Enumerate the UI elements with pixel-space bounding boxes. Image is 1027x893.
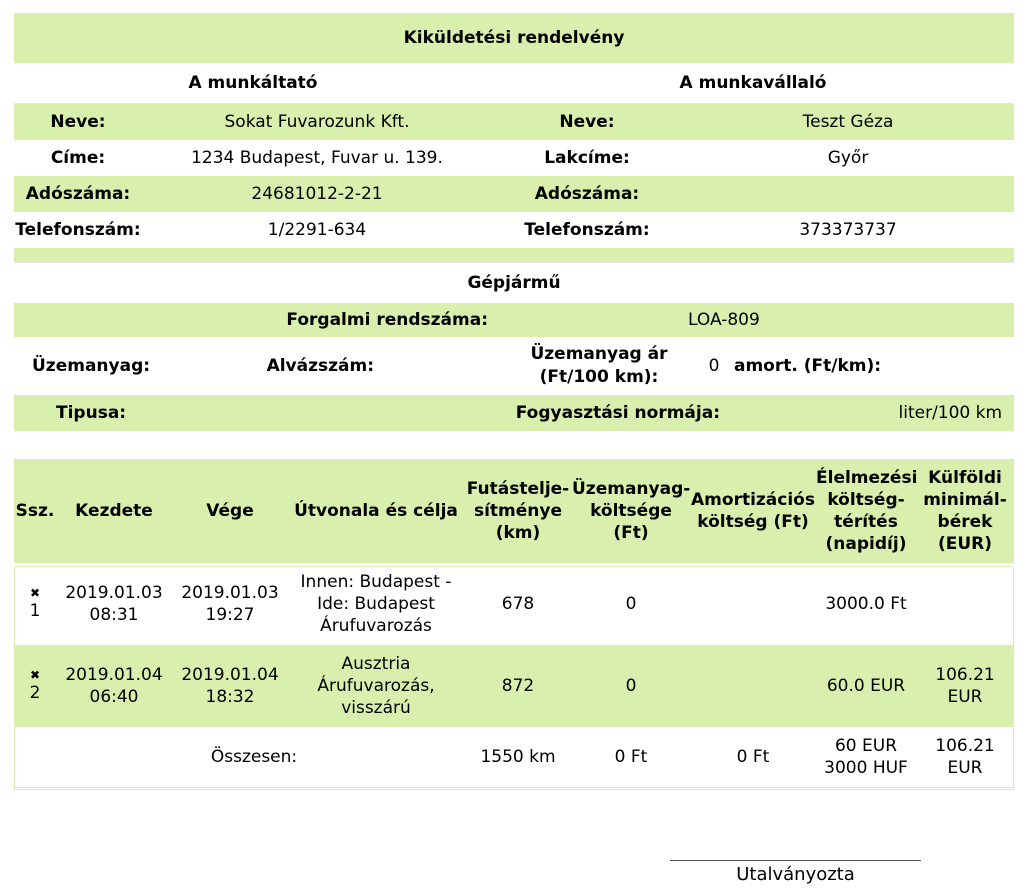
total-foreign-unit: EUR bbox=[947, 757, 983, 778]
route-line: Árufuvarozás, bbox=[317, 676, 435, 696]
foreign-cell bbox=[916, 645, 1014, 727]
amort-cell bbox=[690, 563, 816, 645]
employer-name-label: Neve: bbox=[50, 111, 106, 132]
parties-table bbox=[14, 13, 1014, 262]
col-route: Útvonala és célja bbox=[294, 501, 458, 521]
employer-tax-label: Adószáma: bbox=[25, 183, 131, 204]
trips-table bbox=[14, 459, 1014, 788]
foreign-unit: EUR bbox=[947, 687, 983, 707]
signature-line bbox=[670, 860, 921, 861]
total-foreign-value: 106.21 bbox=[935, 735, 995, 756]
total-row bbox=[14, 727, 1014, 787]
employee-heading: A munkavállaló bbox=[679, 73, 827, 93]
employer-phone: 1/2291-634 bbox=[267, 219, 367, 240]
delete-icon[interactable]: ✖ bbox=[29, 586, 41, 600]
end-time: 19:27 bbox=[205, 605, 255, 625]
type-label: Tipusa: bbox=[56, 403, 127, 423]
km-cell: 872 bbox=[501, 676, 535, 696]
employee-address-label: Lakcíme: bbox=[544, 147, 630, 168]
start-date: 2019.01.04 bbox=[65, 665, 163, 685]
route-line: Innen: Budapest - bbox=[300, 572, 452, 592]
norm-label: Fogyasztási normája: bbox=[515, 403, 720, 423]
total-meal-huf: 3000 HUF bbox=[824, 757, 908, 778]
start-cell bbox=[56, 563, 172, 645]
total-amort: 0 Ft bbox=[736, 746, 770, 767]
start-time: 08:31 bbox=[89, 605, 139, 625]
col-foreign: Külföldi minimál-bérek (EUR) bbox=[923, 468, 1007, 554]
end-date: 2019.01.04 bbox=[181, 665, 279, 685]
employee-name: Teszt Géza bbox=[802, 111, 894, 132]
employer-phone-label: Telefonszám: bbox=[15, 219, 141, 240]
fuel-label: Üzemanyag: bbox=[32, 356, 151, 376]
route-line: Ide: Budapest bbox=[317, 594, 435, 614]
total-foreign bbox=[916, 727, 1014, 787]
employer-tax: 24681012-2-21 bbox=[251, 183, 383, 204]
total-meal bbox=[816, 727, 916, 787]
employee-tax bbox=[682, 176, 1014, 212]
norm-unit: liter/100 km bbox=[898, 403, 1003, 423]
col-amort: Amortizációs költség (Ft) bbox=[691, 490, 815, 532]
signature-label: Utalványozta bbox=[736, 864, 855, 885]
end-cell bbox=[172, 645, 288, 727]
ssz-cell bbox=[14, 563, 56, 645]
page-title: Kiküldetési rendelvény bbox=[403, 28, 625, 48]
ssz-cell bbox=[14, 645, 56, 727]
employee-phone: 373373737 bbox=[799, 219, 897, 240]
employer-address: 1234 Budapest, Fuvar u. 139. bbox=[191, 147, 443, 168]
foreign-value: 106.21 bbox=[935, 665, 995, 685]
total-km: 1550 km bbox=[480, 746, 556, 767]
route-cell bbox=[288, 563, 464, 645]
employee-name-label: Neve: bbox=[559, 111, 615, 132]
meal-cell: 3000.0 Ft bbox=[825, 594, 907, 614]
row-number: 2 bbox=[29, 683, 41, 703]
fuel-cell: 0 bbox=[625, 676, 637, 696]
employer-name: Sokat Fuvarozunk Kft. bbox=[224, 111, 410, 132]
employee-phone-label: Telefonszám: bbox=[524, 219, 650, 240]
delete-icon[interactable]: ✖ bbox=[29, 668, 41, 682]
end-time: 18:32 bbox=[205, 687, 255, 707]
total-label: Összesen: bbox=[210, 746, 298, 767]
col-start: Kezdete bbox=[75, 501, 153, 521]
amort-cell bbox=[690, 645, 816, 727]
trips-header-row bbox=[14, 459, 1014, 563]
fuel-price-label: Üzemanyag ár (Ft/100 km): bbox=[530, 344, 668, 387]
route-line: Ausztria bbox=[341, 654, 411, 674]
fuel-cell: 0 bbox=[625, 594, 637, 614]
start-date: 2019.01.03 bbox=[65, 583, 163, 603]
amort-value bbox=[899, 337, 1014, 395]
chassis-value bbox=[388, 337, 504, 395]
type-value bbox=[212, 395, 388, 431]
row-number: 1 bbox=[29, 601, 41, 621]
end-date: 2019.01.03 bbox=[181, 583, 279, 603]
col-ssz: Ssz. bbox=[15, 501, 55, 521]
end-cell bbox=[172, 563, 288, 645]
start-cell bbox=[56, 645, 172, 727]
chassis-label: Alvázszám: bbox=[266, 356, 374, 376]
plate-label: Forgalmi rendszáma: bbox=[286, 310, 488, 330]
route-cell bbox=[288, 645, 464, 727]
vehicle-heading: Gépjármű bbox=[14, 263, 1014, 304]
amort-label: amort. (Ft/km): bbox=[734, 356, 882, 376]
plate-value: LOA-809 bbox=[688, 310, 760, 330]
fuel-value bbox=[212, 337, 248, 395]
table-row bbox=[14, 563, 1014, 645]
table-row bbox=[14, 645, 1014, 727]
route-line: visszárú bbox=[341, 698, 411, 718]
route-line: Árufuvarozás bbox=[320, 616, 432, 636]
vehicle-table bbox=[14, 262, 1014, 431]
employee-tax-label: Adószáma: bbox=[534, 183, 640, 204]
employee-address: Győr bbox=[827, 147, 869, 168]
col-end: Vége bbox=[206, 501, 254, 521]
col-km: Futástelje-sítménye (km) bbox=[466, 479, 570, 543]
fuel-price-value: 0 bbox=[708, 356, 720, 376]
total-meal-eur: 60 EUR bbox=[834, 735, 898, 756]
meal-cell: 60.0 EUR bbox=[826, 676, 906, 696]
col-fuel: Üzemanyag-költsége (Ft) bbox=[572, 479, 691, 543]
start-time: 06:40 bbox=[89, 687, 139, 707]
employer-address-label: Címe: bbox=[50, 147, 106, 168]
km-cell: 678 bbox=[501, 594, 535, 614]
employer-heading: A munkáltató bbox=[188, 73, 318, 93]
total-fuel: 0 Ft bbox=[614, 746, 648, 767]
foreign-cell bbox=[916, 563, 1014, 645]
col-meal: Élelmezési költség-térítés (napidíj) bbox=[816, 468, 918, 554]
